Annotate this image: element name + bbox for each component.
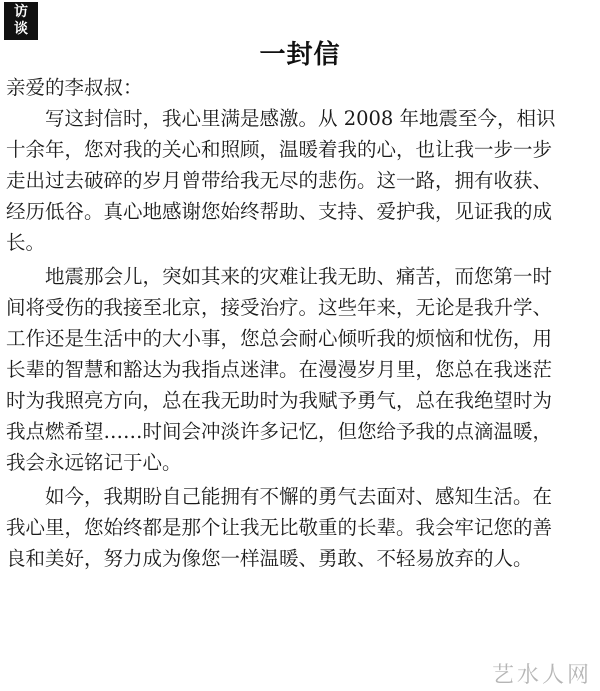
letter-title: 一封信 [259, 40, 341, 70]
text-line: 间将受伤的我接至北京，接受治疗。这些年来，无论是我升学、 [6, 296, 553, 319]
text-line: 走出过去破碎的岁月曾带给我无尽的悲伤。这一路，拥有收获、 [6, 169, 553, 192]
text-line: 我点燃希望……时间会冲淡许多记忆，但您给予我的点滴温暖， [6, 420, 553, 443]
badge-char-1: 访 [14, 4, 28, 20]
salutation: 亲爱的李叔叔： [6, 76, 143, 99]
text-line: 如今，我期盼自己能拥有不懈的勇气去面对、感知生活。在 [6, 485, 553, 508]
text-line: 我心里，您始终都是那个让我无比敬重的长辈。我会牢记您的善 [6, 516, 553, 539]
text-line: 长。 [6, 231, 46, 254]
paragraph-1 [6, 103, 594, 261]
text-line: 良和美好，努力成为像您一样温暖、勇敢、不轻易放弃的人。 [6, 547, 533, 570]
badge-char-2: 谈 [14, 21, 28, 37]
text-line: 工作还是生活中的大小事，您总会耐心倾听我的烦恼和忧伤，用 [6, 327, 553, 350]
text-line: 我会永远铭记于心。 [6, 451, 182, 474]
paragraph-2 [6, 261, 594, 481]
site-watermark: 艺水人网 [491, 663, 592, 688]
text-line: 长辈的智慧和豁达为我指点迷津。在漫漫岁月里，您总在我迷茫 [6, 358, 553, 381]
letter-body [6, 72, 594, 574]
text-line: 写这封信时，我心里满是感激。从 2008 年地震至今，相识 [6, 107, 556, 130]
text-line: 经历低谷。真心地感谢您始终帮助、支持、爱护我，见证我的成 [6, 200, 553, 223]
text-line: 十余年，您对我的关心和照顾，温暖着我的心，也让我一步一步 [6, 138, 553, 161]
paragraph-3 [6, 481, 594, 574]
text-line: 地震那会儿，突如其来的灾难让我无助、痛苦，而您第一时 [6, 265, 553, 288]
text-line: 时为我照亮方向，总在我无助时为我赋予勇气，总在我绝望时为 [6, 389, 553, 412]
